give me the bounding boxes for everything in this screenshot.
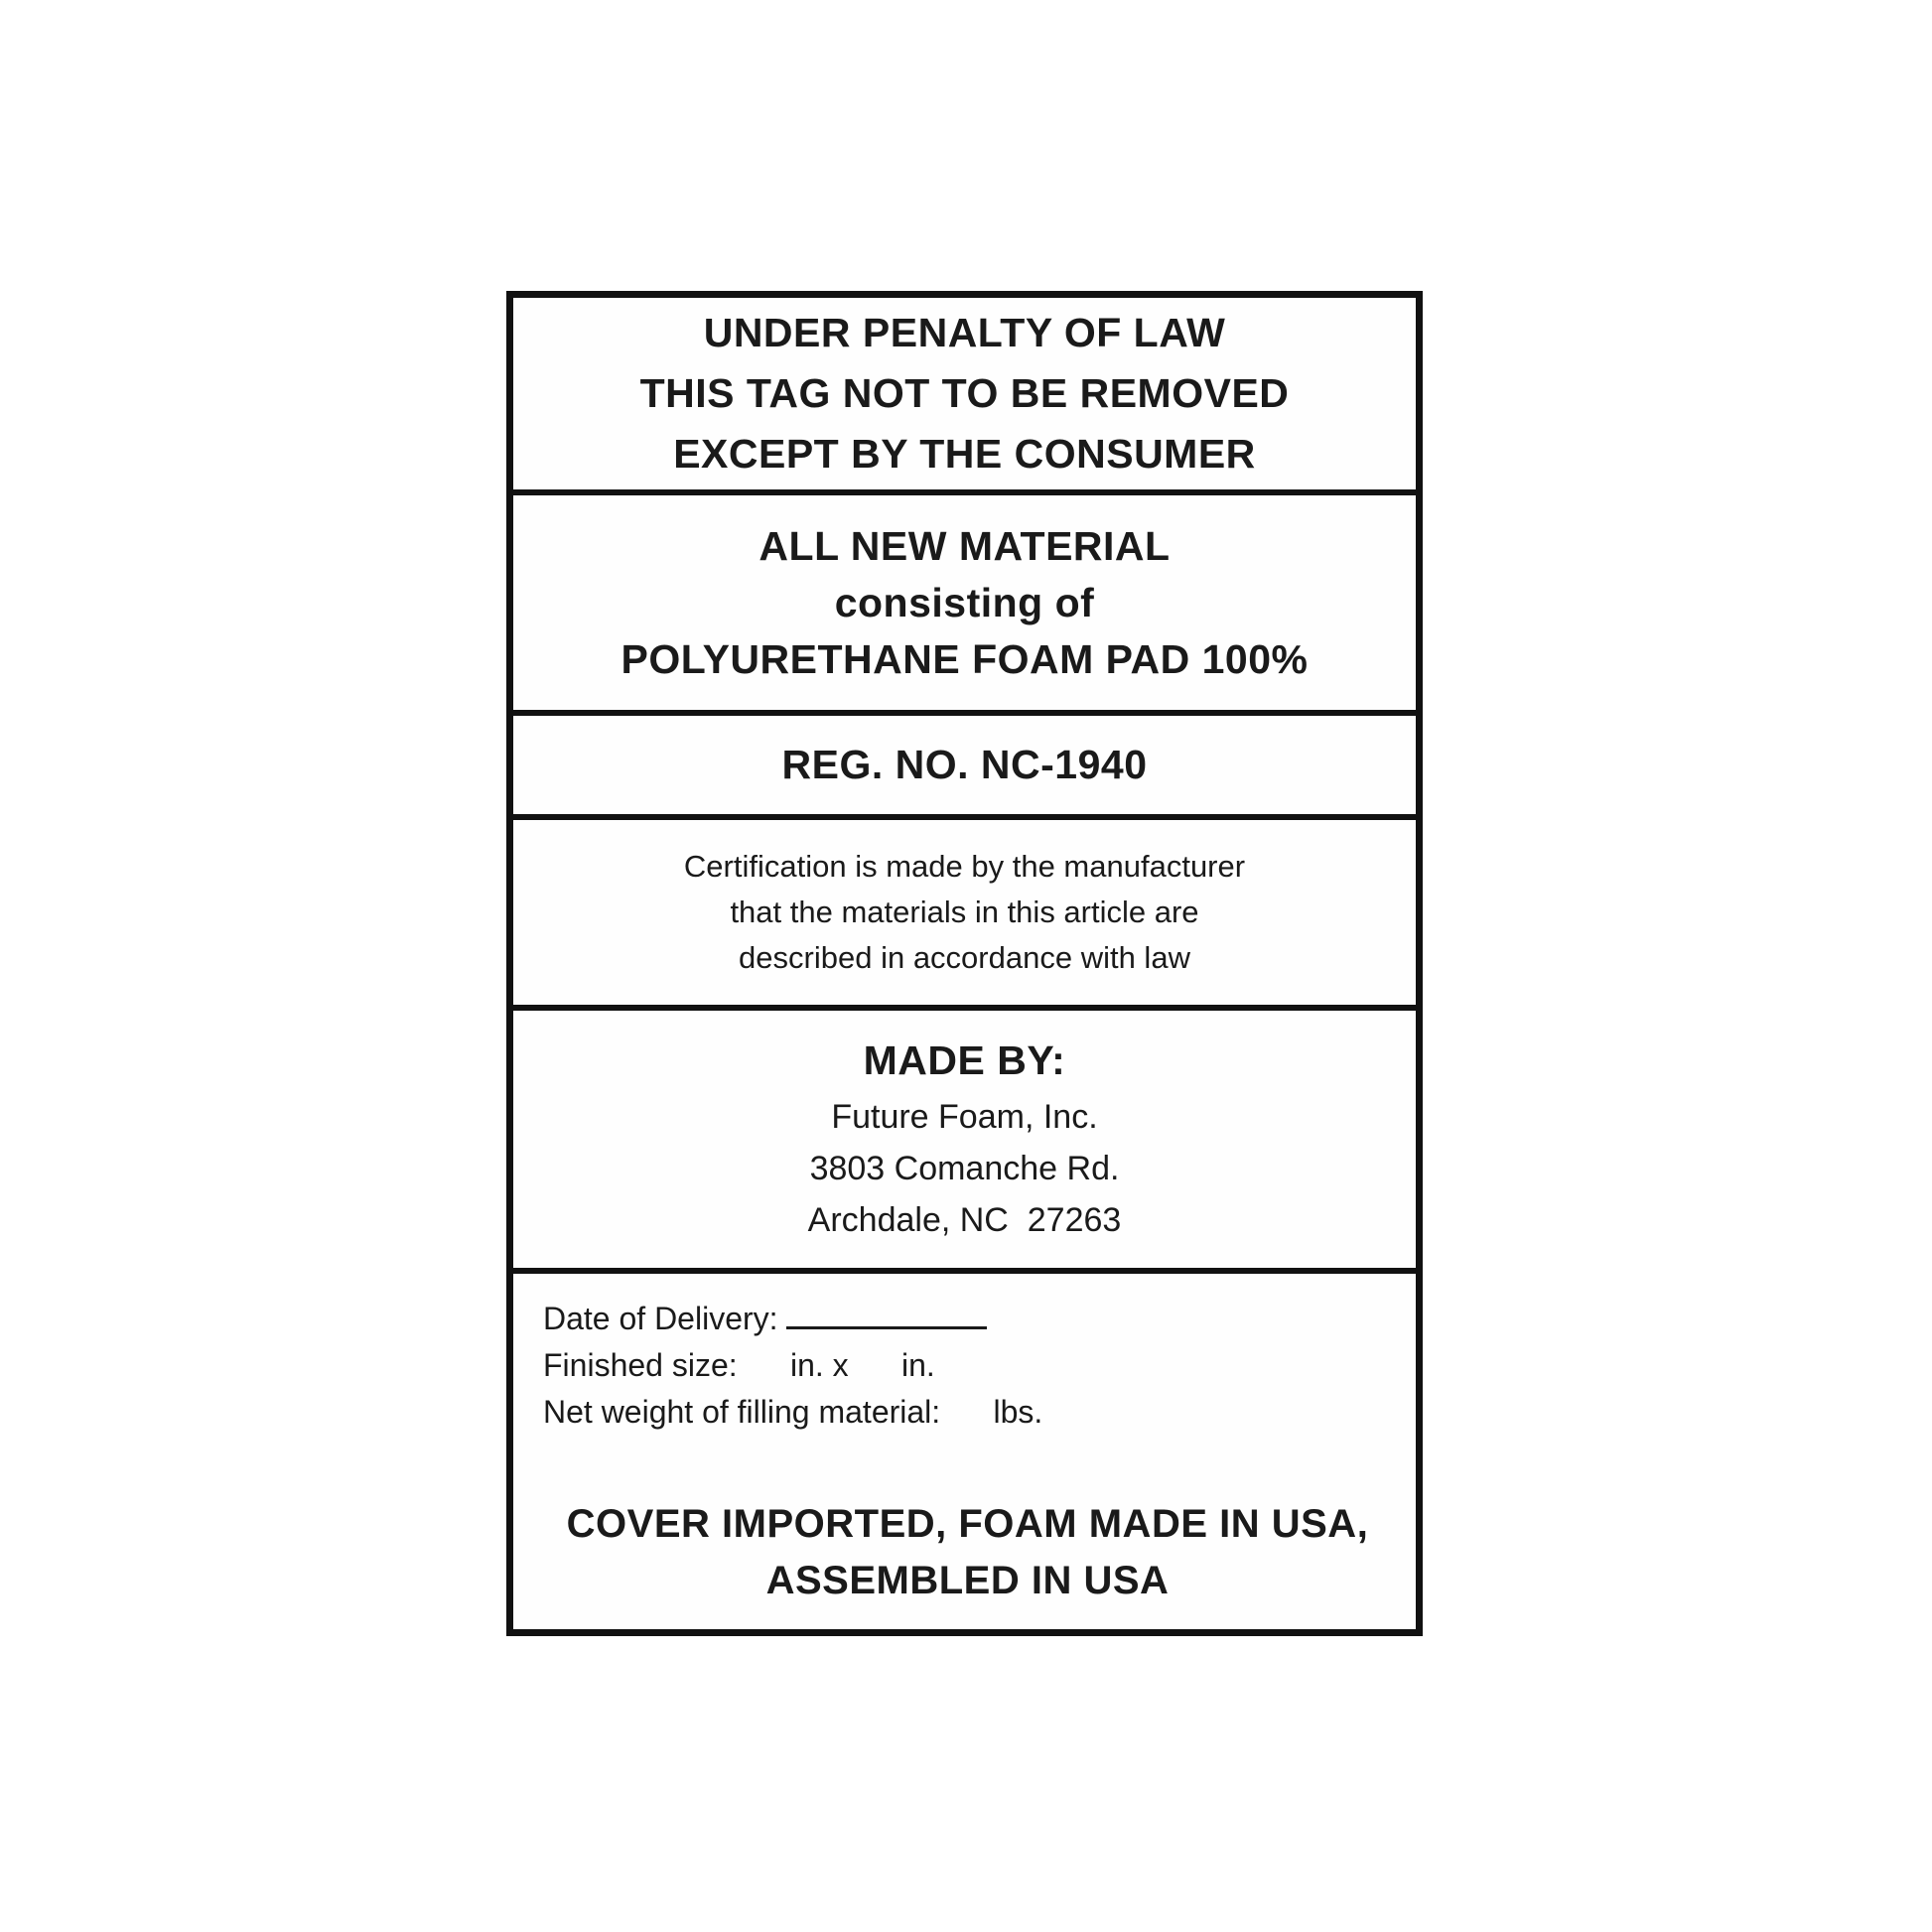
section-material-contents xyxy=(513,489,1416,710)
date-of-delivery-label: Date of Delivery: xyxy=(543,1301,787,1336)
section-registration-number xyxy=(513,710,1416,814)
origin-statement-line: ASSEMBLED IN USA xyxy=(765,1559,1170,1602)
penalty-line: THIS TAG NOT TO BE REMOVED xyxy=(639,370,1290,416)
net-weight-row: Net weight of filling material: lbs. xyxy=(543,1394,1043,1430)
origin-statement xyxy=(543,1496,1392,1609)
section-penalty-warning xyxy=(513,298,1416,489)
manufacturer-street: 3803 Comanche Rd. xyxy=(809,1149,1120,1187)
penalty-line: UNDER PENALTY OF LAW xyxy=(703,310,1226,355)
origin-statement-line: COVER IMPORTED, FOAM MADE IN USA, xyxy=(566,1502,1369,1546)
material-line: consisting of xyxy=(834,579,1095,625)
manufacturer-name: Future Foam, Inc. xyxy=(831,1097,1098,1136)
date-of-delivery-blank xyxy=(786,1297,987,1329)
reg-number: REG. NO. NC-1940 xyxy=(781,742,1148,787)
section-manufacturer xyxy=(513,1005,1416,1268)
certification-line: that the materials in this article are xyxy=(730,895,1199,929)
penalty-line: EXCEPT BY THE CONSUMER xyxy=(673,431,1256,477)
finished-size-row: Finished size: in. x in. xyxy=(543,1347,935,1383)
material-line: ALL NEW MATERIAL xyxy=(759,522,1171,569)
date-of-delivery-row xyxy=(543,1296,1392,1342)
certification-line: described in accordance with law xyxy=(739,940,1190,975)
law-label-tag xyxy=(506,291,1423,1636)
certification-line: Certification is made by the manufacturer xyxy=(683,849,1246,884)
material-line: POLYURETHANE FOAM PAD 100% xyxy=(621,635,1309,682)
section-certification-statement xyxy=(513,814,1416,1005)
made-by-heading: MADE BY: xyxy=(863,1036,1066,1083)
section-delivery-details xyxy=(513,1268,1416,1629)
manufacturer-city-state-zip: Archdale, NC 27263 xyxy=(807,1200,1122,1239)
